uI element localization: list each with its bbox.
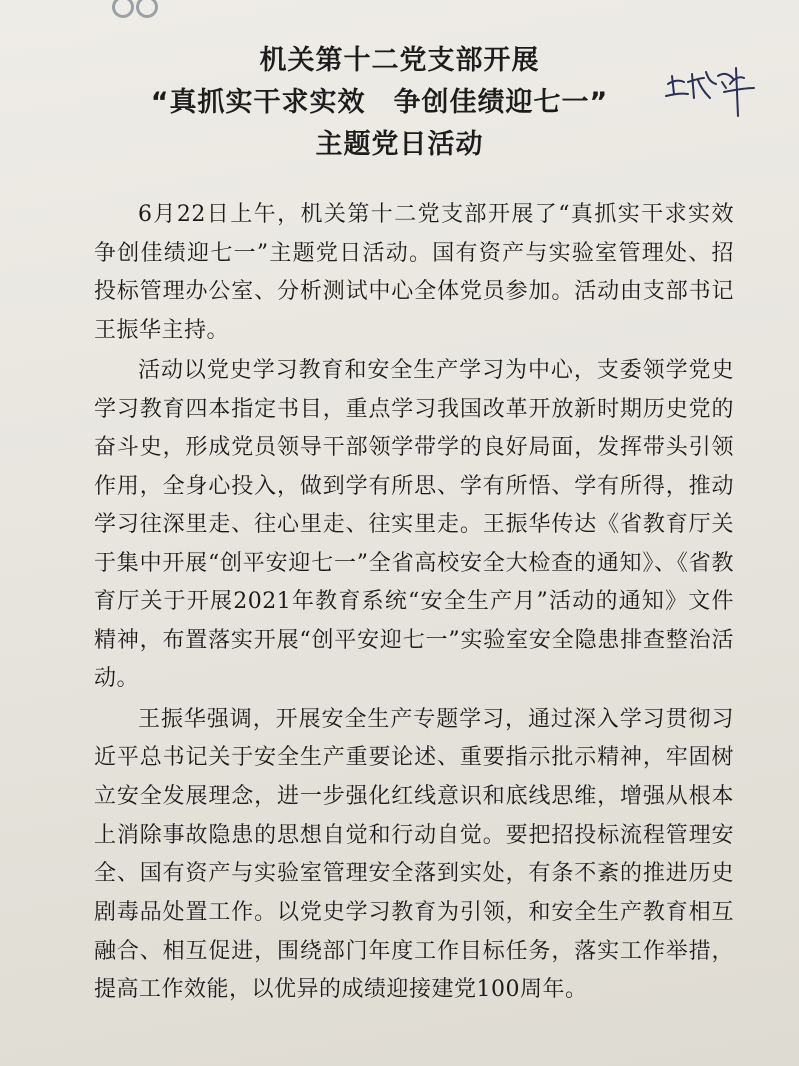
document-body	[94, 196, 757, 1010]
handwritten-signature	[664, 58, 760, 118]
title-line-1: 机关第十二党支部开展	[259, 45, 540, 76]
paragraph: 王振华强调，开展安全生产专题学习，通过深入学习贯彻习近平总书记关于安全生产重要论述、重要指示批示精神，牢固树立安全发展理念，进一步强化红线意识和底线思维，增强从根本上消除事故隐患的思想自觉和行动自觉。要把招投标流程管理安全、国有资产与实验室管理安全落到实处，有条不紊的推进历史剧毒品处置工作。以党史学习教育为引领，和安全生产教育相互融合、相互促进，围绕部门年度工作目标任务，落实工作举措，提高工作效能，以优异的成绩迎接建党100周年。	[94, 706, 734, 1003]
paragraph: 活动以党史学习教育和安全生产学习为中心，支委领学党史学习教育四本指定书目，重点学习我国改革开放新时期历史党的奋斗史，形成党员领导干部领学带学的良好局面，发挥带头引领作用，全身心投入，做到学有所思、学有所悟、学有所得，推动学习往深里走、往心里走、往实里走。王振华传达《省教育厅关于集中开展“创平安迎七一”全省高校安全大检查的通知》、《省教育厅关于开展2021年教育系统“安全生产月”活动的通知》文件精神，布置落实开展“创平安迎七一”实验室安全隐患排查整治活动。	[94, 358, 734, 691]
title-line-3: 主题党日活动	[315, 129, 484, 160]
binder-ring	[112, 0, 134, 18]
binder-ring	[136, 0, 158, 18]
binder-rings	[112, 0, 172, 22]
title-line-2: “真抓实干求实效 争创佳绩迎七一”	[150, 87, 609, 118]
paragraph: 6月22日上午，机关第十二党支部开展了“真抓实干求实效 争创佳绩迎七一”主题党日活动。国有资产与实验室管理处、招投标管理办公室、分析测试中心全体党员参加。活动由支部书记王振华主持。	[94, 202, 757, 343]
